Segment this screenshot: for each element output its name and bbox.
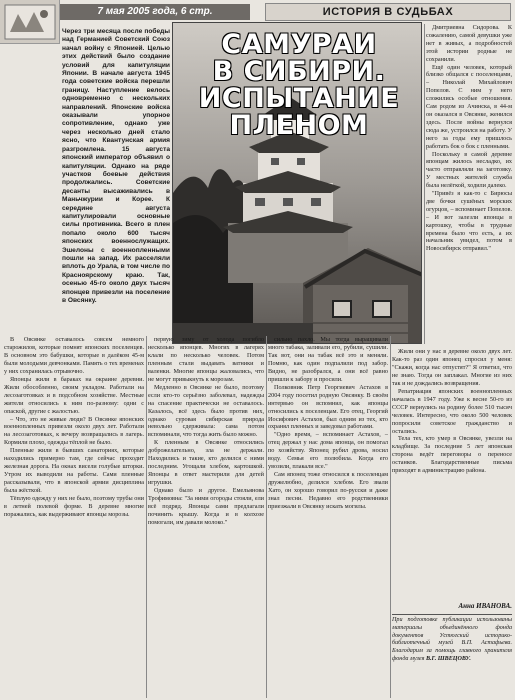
paragraph: Японцы жили в бараках на окраине деревни. Жили обособленно, своим укладом. Работали на лесозаготовках и в подсобном хозяйстве. Местные жители относились к ним по-разному: одни с опаской, другие с жалостью.: [4, 375, 144, 415]
footnote-name: В.Г. ШВЕЦОВУ.: [425, 655, 471, 662]
paragraph: Тёплую одежду у них не было, поэтому трубы они в летней полевой форме. В деревне многие поражались, как выдерживают японцы морозы.: [4, 495, 144, 518]
paragraph: Пленные жили в бывших санаториях, которые находились примерно там, где сейчас проходит железная дорога. На окнах висели голубые шторки. Утром их выводили на работы. Сами пленные рассказывали, что в японской армии дисциплина была жёсткой.: [4, 447, 144, 495]
article-column-4: [392, 348, 512, 608]
headline-line-1: САМУРАИ: [221, 29, 377, 60]
article-author: Анна ИВАНОВА.: [458, 602, 512, 610]
article-headline: [179, 31, 419, 139]
paragraph: Поскольку в самой деревне японцам жилось несладко, их часто отправляли на заготовку. У местных жителей служба была нелёгкой, ходили далеко.: [426, 150, 512, 190]
paragraph: Жили они у нас в деревне около двух лет. Как-то раз один японец спросил у меня: "Скажи, когда нас отпустят?" Я ответил, что не знаю. Тогда он заплакал. Многие из них так и не дождались возвращения.: [392, 348, 512, 387]
issue-date: 7 мая 2005 года, 6 стр.: [60, 4, 250, 20]
paragraph: – Что, это не живые люди? В Овсянке японских военнопленных привезли около двух лет. Работали на лесозаготовках, к вечеру возвращались в лагерь. Кормили плохо, одежды тёплой не было.: [4, 415, 144, 447]
article-column-2: [148, 336, 264, 700]
paragraph: Однако было и другое. Емельянова Трофимовна: "За ними огороды стояли, ели всё подряд. Японцы сами предлагали починить крышу. Когда и в колхозе помогали, им давали молоко.": [148, 487, 264, 526]
footnote-text: При подготовке публикации использованы материалы объединённого фонда документов Устюгский историко-библиотечный музей В.П. Астафьева. Благодарим за помощь главного хранителя фонда музея: [392, 617, 512, 662]
column-divider: [146, 336, 147, 698]
paragraph: Ещё один человек, который близко общался с поселенцами, – Николай Михайлович Попелов. С ним у него сложились особые отношения. Сам родом из Ачинска, в 44-м он оказался в Овсянке, женился здесь. После войны вернулся сюда же, устроился на работу. У него за годы ему пришлось работать бок о бок с пленными.: [426, 63, 512, 150]
paragraph: сильно пахло. Мы тогда выращивали много табака, заливали его, рубили, сушили. Так вот, они на табак всё это и меняли. Помню, как один подпалили под забор. Видно, не разобрался, а они всё равно пришли к забору и просили.: [268, 336, 388, 383]
paragraph: "Привёз я как-то с Бирюсы две бочки сушёных морских огурцов, – вспоминает Попелов. – И вот залезли японцы в картошку, чтобы в трудные времена было что есть, а их начальник увидел, потом в Новосибирск отправил.": [426, 190, 512, 253]
section-rubric: ИСТОРИЯ В СУДЬБАХ: [265, 3, 511, 21]
paragraph: Репатриация японских военнопленных началась в 1947 году. Уже к весне 50-го из СССР вернулись на родину более 510 тысяч человек. Интересно, что около 500 человек попросили советское гражданство и остались.: [392, 387, 512, 435]
article-footnote: [392, 614, 512, 698]
headline-line-4: ПЛЕНОМ: [229, 110, 369, 141]
paragraph: первую зиму от холода погибло несколько японцев. Многих в лагерях клали по несколько человек. Потом пленным стали выдавать ватники и валенки. Многие японцы жаловались, что не могут привыкнуть к морозам.: [148, 336, 264, 383]
headline-line-2: В СИБИРИ.: [212, 56, 386, 87]
newspaper-logo: [0, 0, 60, 44]
paragraph: Медленно в Овсянке не было, поэтому если кто-то серьёзно заболевал, надежды на спасение практически не оставалось. Казалось, всё здесь было против них, однако суровая сибирская природа невольно сдерживала: сама потом вспоминали, что тогда жить было можно.: [148, 383, 264, 439]
article-photo: [172, 22, 422, 344]
column-divider: [266, 336, 267, 698]
article-column-right-top: [426, 24, 512, 346]
paragraph: В Овсянке оставалось совсем немного старожилов, которые помнят японских поселенцев. В основном это бабушки, которые в далёком 45-м были молодыми девчонками. Память о тех временах у них сохранилась отрывочно.: [4, 336, 144, 375]
column-divider: [424, 24, 425, 344]
article-column-3: [268, 336, 388, 700]
headline-line-3: ИСПЫТАНИЕ: [198, 83, 400, 114]
paragraph: К пленным в Овсянке относились доброжелательно, зла не держали. Находились и такие, кто делился с ними последним. Угощали хлебом, картошкой. Японцы в ответ мастерили для детей игрушки.: [148, 439, 264, 487]
article-column-1: [4, 336, 144, 700]
paragraph: Тела тех, кто умер в Овсянке, увезли на кладбище. За последние 5 лет японская сторона ведёт переговоры о переносе останков. Благодарственные письма приходят в администрацию района.: [392, 435, 512, 475]
paragraph: Сам японец тоже относился к поселенцам дружелюбно, делился хлебом. Его звали Хато, он хорошо говорил по-русски и даже знал песни. Недавно его родственники приезжали в Овсянку искать могилы.: [268, 471, 388, 511]
logo-emblem-icon: [4, 4, 56, 40]
column-divider: [390, 336, 391, 698]
paragraph: Полковник Петр Георгиевич Астахов в 2004 году посетил родную Овсянку. В своём интервью он вспомнил, как японцы относились к поселенцам. Его отец, Георгий Иосифович Астахов, был одним из тех, кто охранял пленных и заведовал работами.: [268, 383, 388, 431]
paragraph: "Одно время, – вспоминает Астахов, – отец держал у нас дома японца, он помогал по хозяйству. Японец рубил дрова, носил воду. Семья его полюбила. Когда его увозили, плакали все.": [268, 431, 388, 471]
paragraph: Дмитриевна Сидорова. К сожалению, самой девушки уже нет в живых, а подробностей этой истории родные не сохранили.: [426, 24, 512, 63]
article-lead: Через три месяца после победы над Германией Советский Союз начал войну с Японией. Целью этих действий было создание условий для капитуляции Японии. В начале августа 1945 года советские войска перешли границу. Наступление велось одновременно с нескольких направлений. Японские войска оказывали упорное сопротивление, однако уже через несколько дней стало ясно, что Квантунская армия разгромлена. 15 августа японский император объявил о капитуляции. Однако на ряде участков боевые действия продолжались. Советские десанты высаживались в Маньчжурии и Корее. К середине августа капитулировали основные силы противника. Всего в плен попало около 600 тысяч японских военнослужащих. Эшелоны с военнопленными пошли на запад. Их расселяли вплоть до Урала, в том числе по Красноярскому краю. Так, осенью 45-го около двух тысяч японцев привезли на поселение в Овсянку.: [62, 28, 170, 304]
